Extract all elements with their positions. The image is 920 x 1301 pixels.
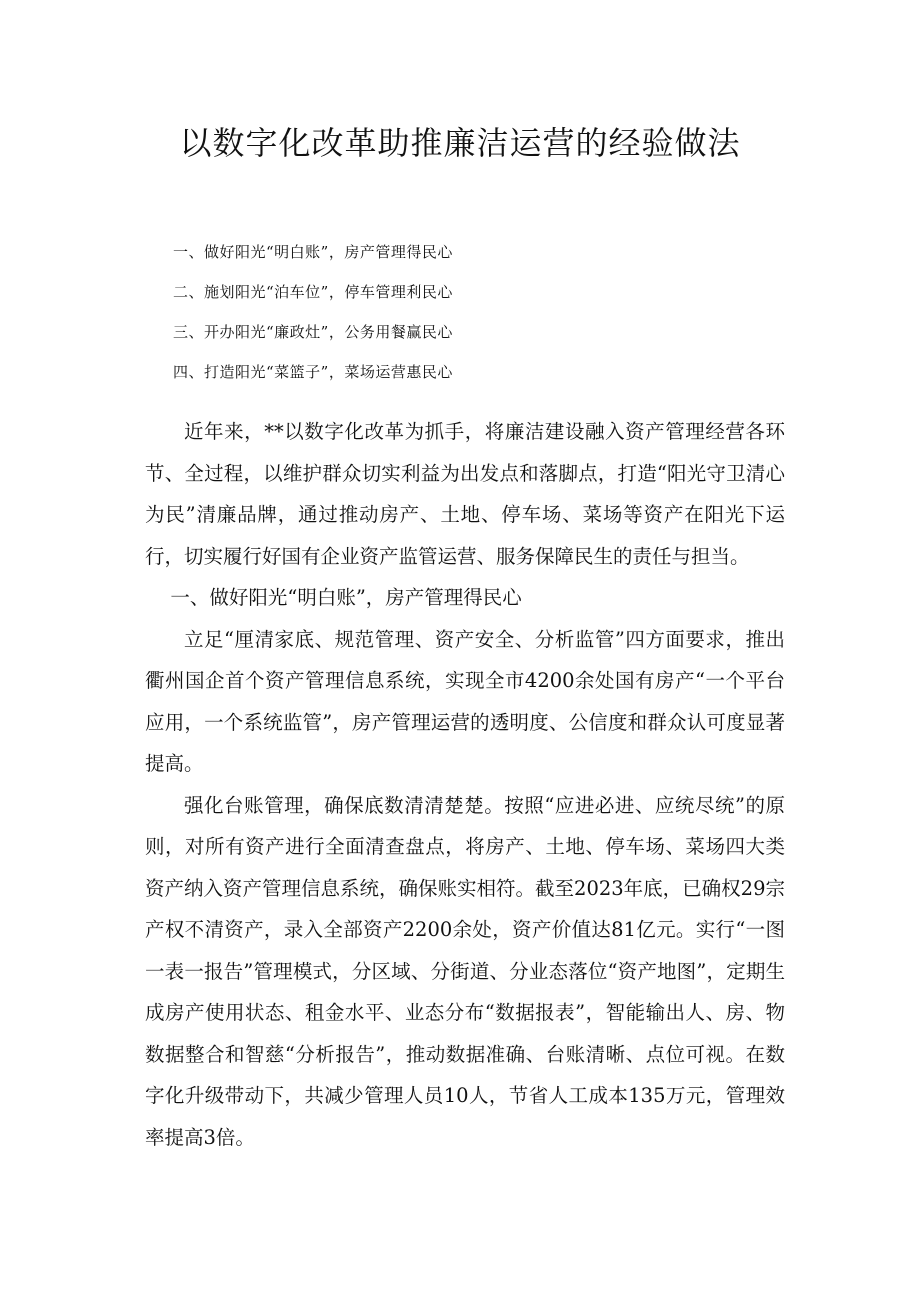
toc-item-1: 一、做好阳光“明白账”，房产管理得民心 (173, 243, 453, 261)
intro-paragraph: 近年来，**以数字化改革为抓手，将廉洁建设融入资产管理经营各环节、全过程，以维护群众切实利益为出发点和落脚点，打造“阳光守卫清心为民”清廉品牌，通过推动房产、土地、停车场、菜场等资产在阳光下运行，切实履行好国有企业资产监管运营、服务保障民生的责任与担当。 (145, 420, 785, 568)
toc-item-4: 四、打造阳光“菜篮子”，菜场运营惠民心 (173, 363, 453, 381)
section-heading-1: 一、做好阳光“明白账”，房产管理得民心 (170, 586, 522, 609)
document-body (145, 411, 785, 1158)
section-1-paragraph-1: 立足“厘清家底、规范管理、资产安全、分析监管”四方面要求，推出衢州国企首个资产管理信息系统，实现全市4200余处国有房产“一个平台应用，一个系统监管”，房产管理运营的透明度、公信度和群众认可度显著提高。 (145, 627, 785, 775)
toc-item-3: 三、开办阳光“廉政灶”，公务用餐赢民心 (173, 323, 453, 341)
section-1-paragraph-2: 强化台账管理，确保底数清清楚楚。按照“应进必进、应统尽统”的原则，对所有资产进行全面清查盘点，将房产、土地、停车场、菜场四大类资产纳入资产管理信息系统，确保账实相符。截至2023年底，已确权29宗产权不清资产，录入全部资产2200余处，资产价值达81亿元。实行“一图一表一报告”管理模式，分区域、分街道、分业态落位“资产地图”，定期生成房产使用状态、租金水平、业态分布“数据报表”，智能输出人、房、物数据整合和智慈“分析报告”，推动数据准确、台账清晰、点位可视。在数字化升级带动下，共减少管理人员10人，节省人工成本135万元，管理效率提高3倍。 (145, 793, 785, 1149)
table-of-contents (173, 232, 773, 392)
document-title: 以数字化改革助推廉洁运营的经验做法 (179, 124, 741, 163)
toc-item-2: 二、施划阳光“泊车位”，停车管理利民心 (173, 283, 453, 301)
